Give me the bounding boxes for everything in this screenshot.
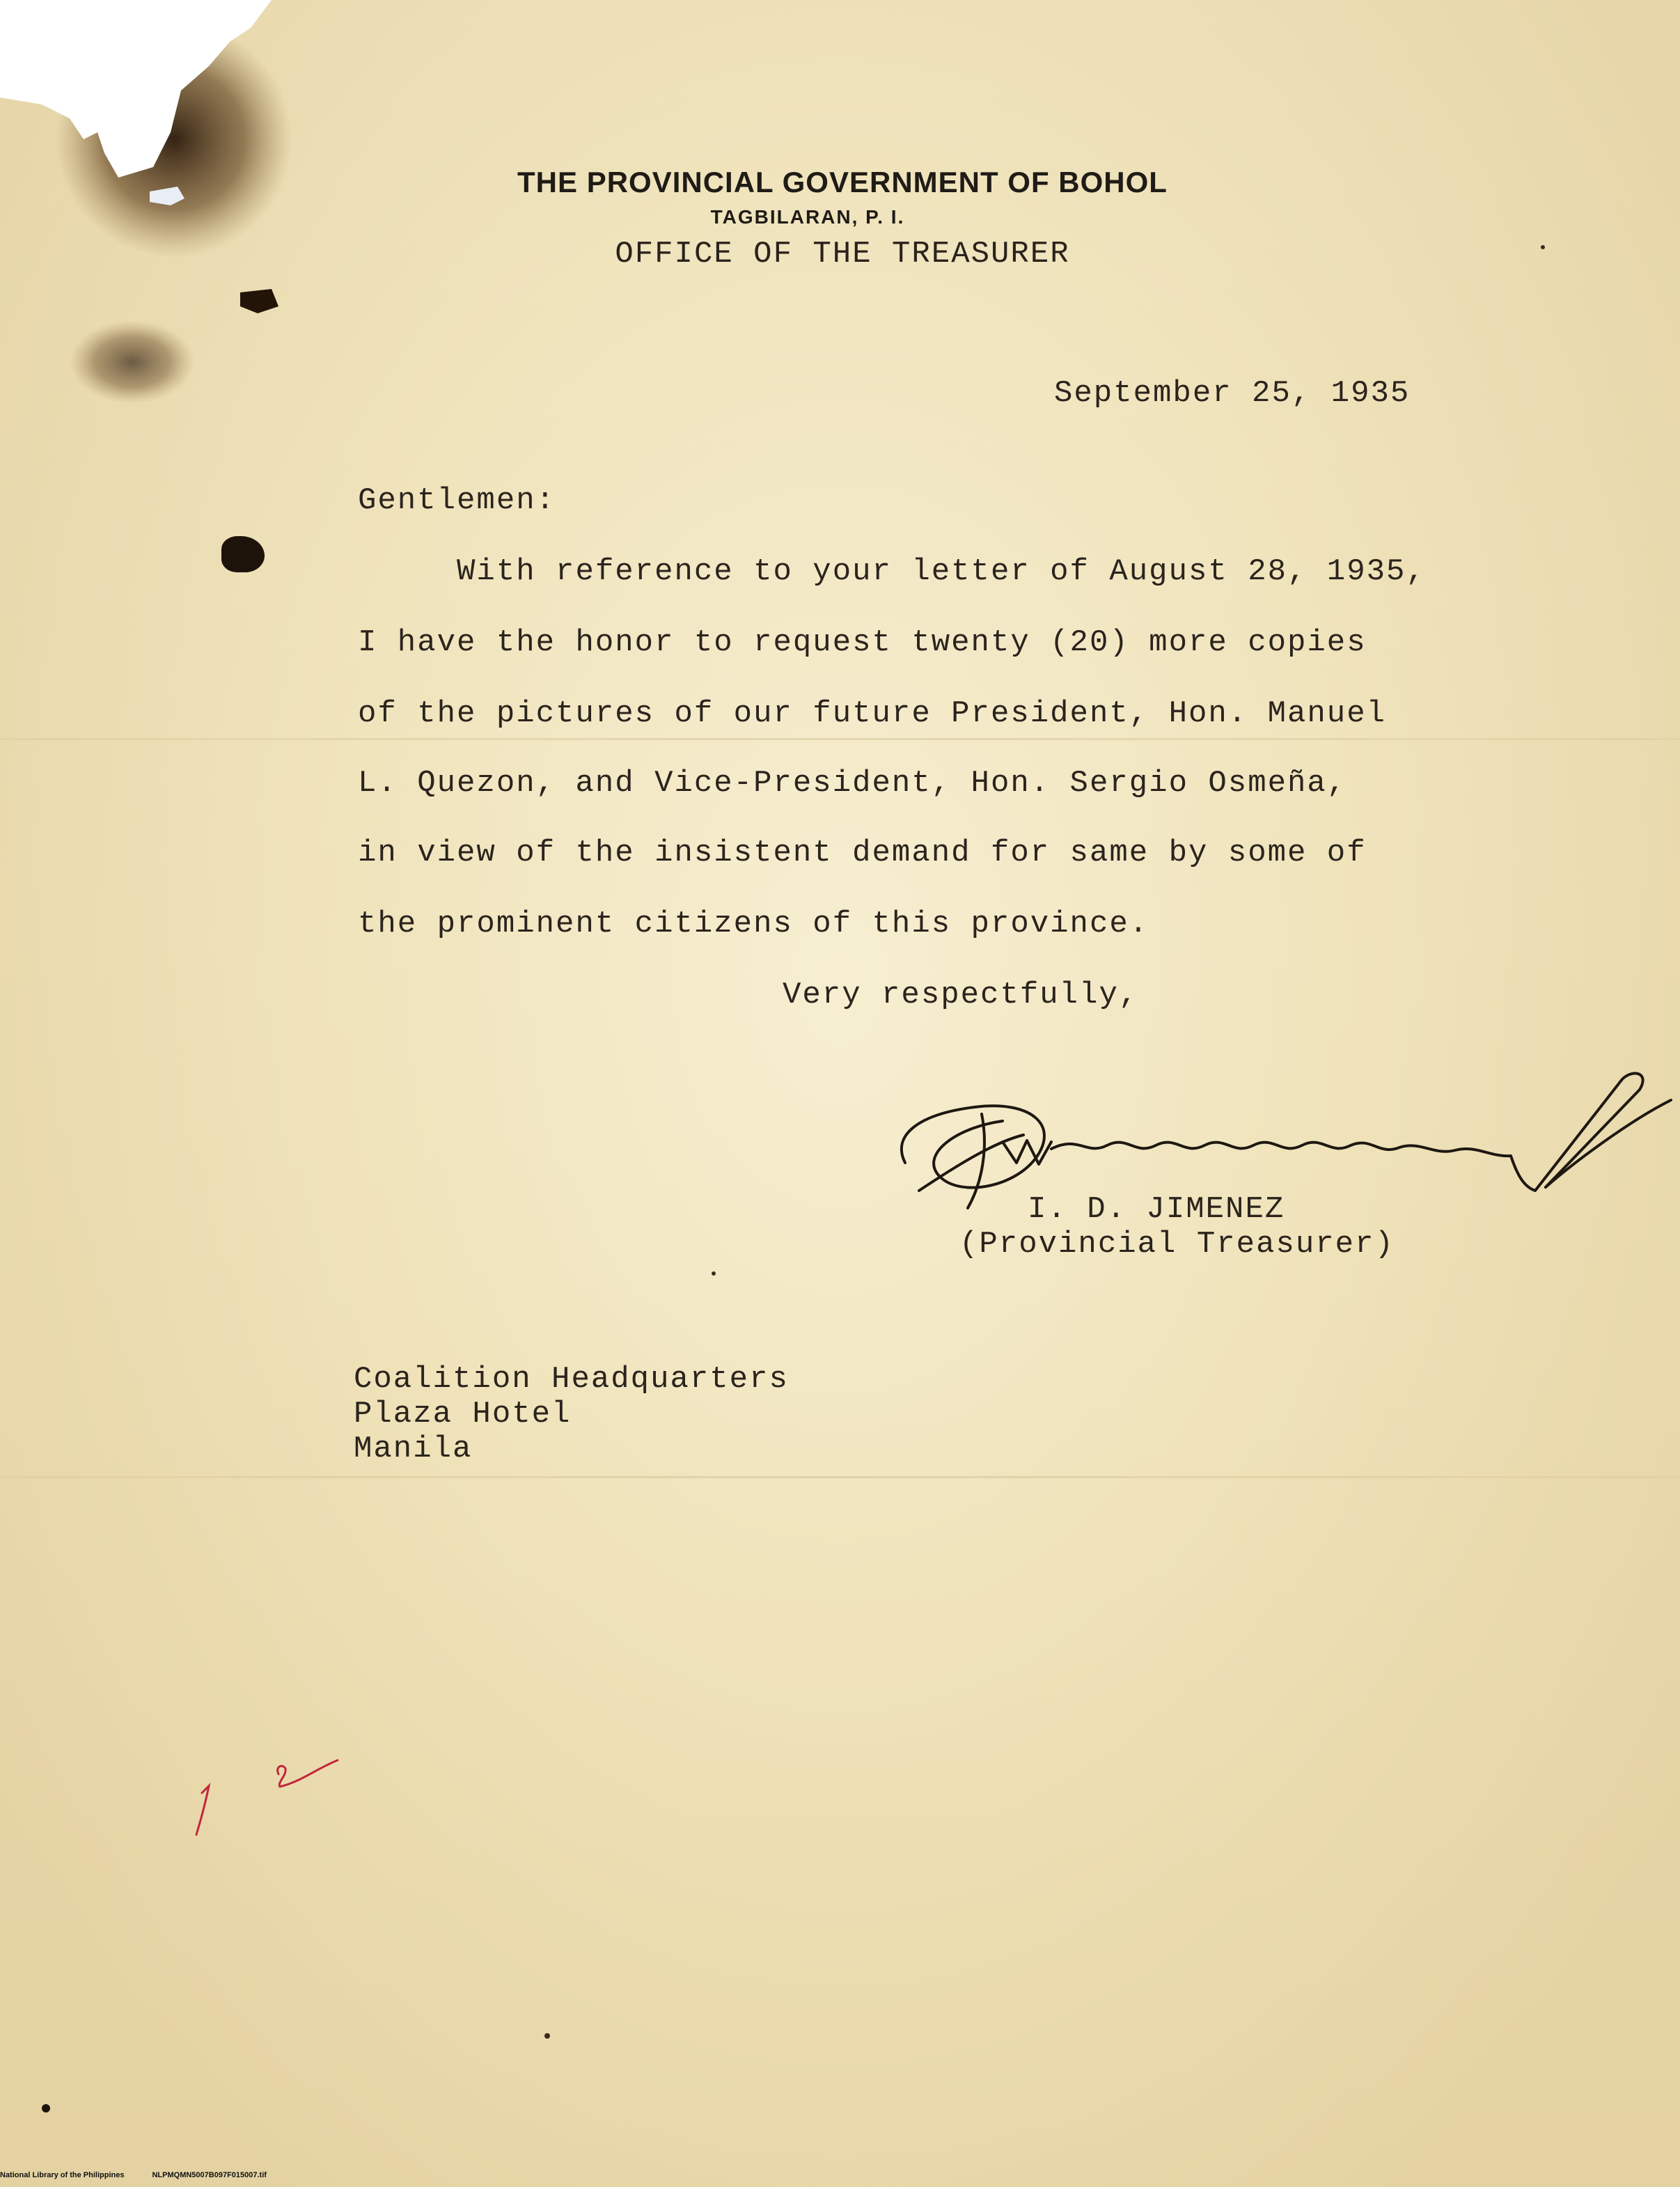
letter-date: September 25, 1935 [1054,376,1411,411]
signer-name: I. D. JIMENEZ [1028,1192,1285,1227]
fold-line [0,738,1680,740]
body-line: of the pictures of our future President, Hon. Manuel [358,696,1387,731]
letterhead-office: OFFICE OF THE TREASURER [615,237,1070,272]
speck [42,2104,50,2112]
salutation: Gentlemen: [358,483,556,518]
recipient-line: Plaza Hotel [354,1397,572,1432]
letterhead-location: TAGBILARAN, P. I. [710,206,905,228]
footer-institution: National Library of the Philippines [0,2171,125,2179]
signer-title: (Provincial Treasurer) [959,1227,1395,1262]
footer-file-id: NLPMQMN5007B097F015007.tif [152,2171,267,2179]
body-line: With reference to your letter of August 28, 1935, [358,554,1426,589]
speck [1541,245,1545,249]
body-line: the prominent citizens of this province. [358,907,1149,941]
archive-footer [0,2171,295,2179]
burn-damage [0,0,432,460]
speck [544,2033,550,2039]
body-line: L. Quezon, and Vice-President, Hon. Sergio Osmeña, [358,766,1347,801]
letterhead-organization: THE PROVINCIAL GOVERNMENT OF BOHOL [517,166,1168,198]
recipient-line: Manila [354,1432,473,1466]
body-line: I have the honor to request twenty (20) more copies [358,625,1367,660]
recipient-line: Coalition Headquarters [354,1362,789,1397]
speck [712,1271,716,1276]
body-line: in view of the insistent demand for same by some of [358,836,1367,870]
red-pencil-mark [188,1741,355,1852]
closing: Very respectfully, [783,978,1139,1012]
fold-line [0,1476,1680,1478]
